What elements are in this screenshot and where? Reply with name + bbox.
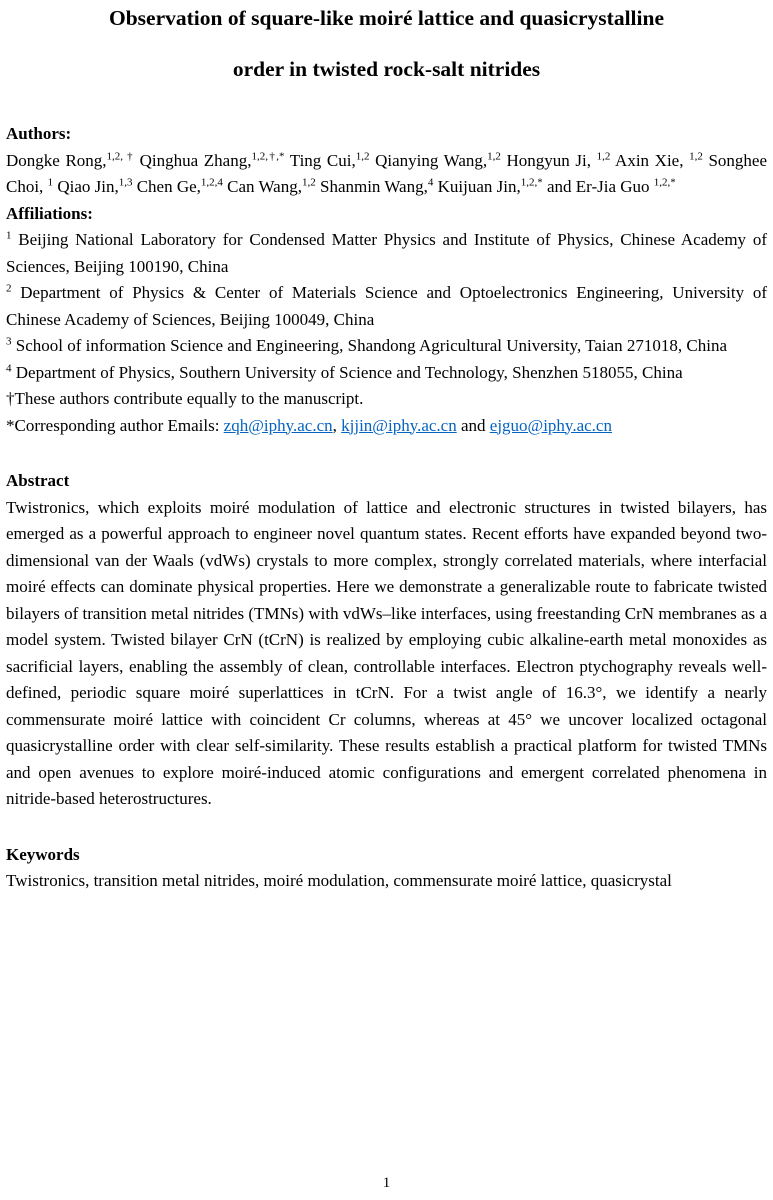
superscript-marker: 1,2 [487,149,501,162]
affiliations-section [6,201,767,440]
keywords-heading: Keywords [6,844,80,864]
superscript-marker: 1,3 [118,176,133,189]
page-number: 1 [382,1175,391,1191]
email-link[interactable]: kjjin@iphy.ac.cn [341,415,457,435]
superscript-marker: 4 [427,176,434,189]
keywords-section [6,842,767,895]
affiliation-item-2: $^2$ Department of Physics & Center of Materials Science and Optoelectronics Engineering, University of Chinese Academy of Sciences, Beijing 100049, China [6,282,767,329]
superscript-marker: 1 [6,229,12,242]
abstract-section [6,468,767,813]
superscript-marker: 1 [47,176,54,189]
superscript-marker: 1,2,4 [200,176,223,189]
paper-title-line2: order in twisted rock-salt nitrides [232,57,541,81]
abstract-body: Twistronics, which exploits moiré modulation of lattice and electronic structures in twisted bilayers, has emerged as a powerful approach to engineer novel quantum states. Recent efforts have expanded beyond two-dimensional van der Waals (vdWs) crystals to more complex, strongly correlated materials, where interfacial moiré effects can dominate physical properties. Here we demonstrate a generalizable route to fabricate twisted bilayers of transition metal nitrides (TMNs) with vdWs–like interfaces, using freestanding CrN membranes as a model system. Twisted bilayer CrN (tCrN) is realized by employing cubic alkaline-earth metal monoxides as sacrificial layers, enabling the assembly of clean, controllable interfaces. Electron ptychography reveals well-defined, periodic square moiré superlattices in tCrN. For a twist angle of 16.3°, we identify a nearly commensurate moiré lattice with coincident Cr columns, whereas at 45° we uncover localized octagonal quasicrystalline order with clear self-similarity. These results establish a practical platform for twisted TMNs and open avenues to explore moiré-induced atomic configurations and emergent correlated phenomena in nitride-based heterostructures. [6,497,767,808]
superscript-marker: 4 [6,361,12,374]
superscript-marker: 1,2 [596,149,611,162]
email-link[interactable]: zqh@iphy.ac.cn [223,415,333,435]
superscript-marker: 1,2 [689,149,703,162]
affiliation-item-1: $^1$ Beijing National Laboratory for Condensed Matter Physics and Institute of Physics, Chinese Academy of Sciences, Beijing 100190, China [6,229,767,276]
superscript-marker: 3 [6,335,12,348]
authors-heading: Authors: [6,124,72,143]
superscript-marker: 1,2,†,* [251,149,285,162]
corresponding-authors-line: *Corresponding author Emails: zqh@iphy.ac.cn, kjjin@iphy.ac.cn and ejguo@iphy.ac.cn [6,415,612,435]
abstract-heading: Abstract [6,471,70,490]
superscript-marker: 1,2 [301,176,316,189]
superscript-marker: 1,2 [355,149,370,162]
paper-title [6,5,767,82]
authors-section [6,121,767,201]
affiliation-item-4: $^4$ Department of Physics, Southern University of Science and Technology, Shenzhen 518055, China [6,361,683,382]
superscript-marker: 2 [6,282,12,295]
email-link[interactable]: ejguo@iphy.ac.cn [489,415,612,435]
paper-title-line1: Observation of square-like moiré lattice and quasicrystalline [109,6,664,30]
affiliation-item-3: $^3$ School of information Science and Engineering, Shandong Agricultural University, Taian 271018, China [6,335,728,355]
keywords-body: Twistronics, transition metal nitrides, moiré modulation, commensurate moiré lattice, quasicrystal [6,871,672,890]
superscript-marker: 1,2, † [106,149,135,162]
superscript-marker: 1,2,* [653,176,676,189]
author-list: Dongke Rong,$^{1,2, \dagger}$ Qinghua Zhang,$^{1,2,\dagger,*}$ Ting Cui,$^{1,2}$ Qianying Wang,$^{1,2}$ Hongyun Ji, $^{1,2}$ Axin Xie, $^{1,2}$ Songhee Choi, $^1$ Qiao Jin,$^{1,3}$ Chen Ge,$^{1,2,4}$ Can Wang,$^{1,2}$ Shanmin Wang,$^4$ Kuijuan Jin,$^{1,2,*}$ and Er-Jia Guo $^{1,2,*}$ [6,149,768,196]
affiliations-heading: Affiliations: [6,203,93,223]
equal-contribution-note: †These authors contribute equally to the manuscript. [6,389,364,408]
superscript-marker: 1,2,* [520,176,543,189]
